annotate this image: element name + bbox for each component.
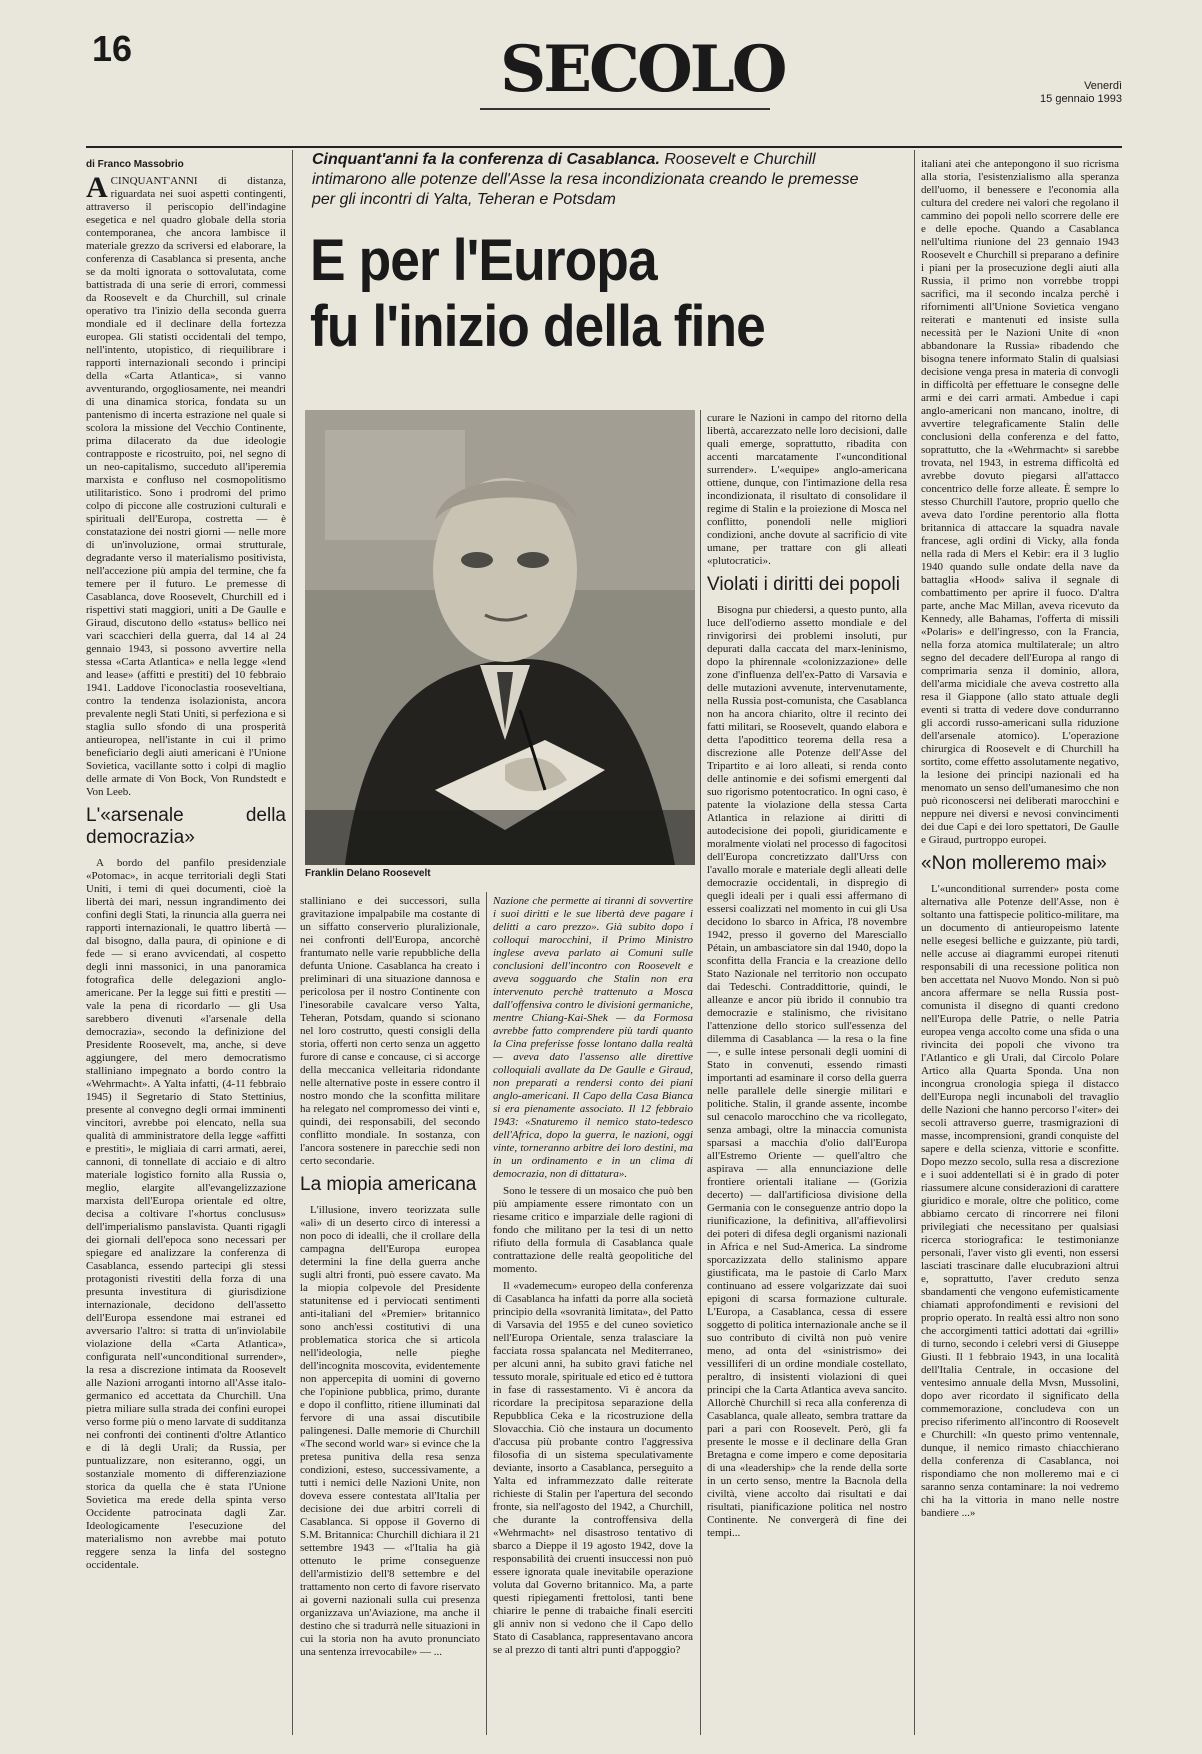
column-5	[921, 158, 1119, 1735]
dropcap: A	[86, 171, 108, 204]
col4-paragraph-1: curare le Nazioni in campo del ritorno della libertà, accarezzato nelle loro decisioni, dalle quali emerge, soprattutto, ribadita con accenti marcatamente l'«unconditional surrender». L'«equipe» anglo-americana ottiene, dunque, con l'intimazione della resa incondizionata, il risultato di consolidare il regime di Stalin e la proiezione di Mosca nel conflitto, ponendoli nelle migliori condizioni, anche dovute al sacrificio di vite umane, per trattare con gli alleati «plutocratici».	[707, 412, 907, 567]
subhead-arsenale: L'«arsenale della democrazia»	[86, 805, 286, 848]
kicker-bold: Cinquant'anni fa la conferenza di Casablanca.	[312, 151, 660, 168]
col3-paragraph-2: Sono le tessere di un mosaico che può ben più ampiamente essere rimontato con un riesame critico e imparziale delle ragioni di fondo che militano per la tesi di un netto rifiuto della formula di Casablanca quale contrattazione delle realtà geopolitiche del momento.	[493, 1185, 693, 1275]
col2-paragraph-1: stalliniano e dei successori, sulla gravitazione impalpabile ma costante di un siffatto conserverio pluralizionale, nei confronti dell'Europa, ancorchè frantumato nelle varie repubbliche della defunta Unione. Casablanca ha creato i preliminari di una situazione dannosa e pericolosa per il nostro Continente con l'inesorabile cavalcare verso Yalta, Teheran, Potsdam, quando si scionano nel loro costrutto, questi consigli della storia, offerti non certo senza un aggetto furore di canse e concause, ci si accorge della meccanica velleitaria ridondante nelle alternative poste in essere contro il nostro mondo che la sconfitta militare ha relegato nel compromesso dei vinti e, quindi, dei responsabili, del secondo conflitto mondiale. In sostanza, con l'ancora sostenere in parecchie sedi non certo secondarie.	[300, 895, 480, 1167]
column-2	[300, 895, 480, 1735]
article-headline	[310, 228, 825, 360]
portrait-photo	[305, 410, 695, 865]
subhead-miopia: La miopia americana	[300, 1174, 477, 1195]
kicker-text: Roosevelt e Churchill intimarono alle potenze dell'Asse la resa incondizionata creando le premesse per gli incontri di Yalta, Teheran e Potsdam	[312, 151, 859, 208]
top-rule	[86, 146, 1122, 148]
col5-paragraph-2: L'«unconditional surrender» posta come alternativa alle Potenze dell'Asse, non è soltanto una fattispecie politico-militare, ma un documento di antieuropeismo latente nelle esegesi belliche e guizzante, più tardi, nelle accuse ai diagrammi europei ritenuti responsabili di una recessione politica non ben accettata nel Nuovo Mondo. Non si può ancora affermare se nella Russia post-comunista il disegno di quanti credono nell'Europa delle Patrie, o nelle Patria europea venga accolto come una sfida o una rivincita dei popoli che vivono tra l'Atlantico e gli Urali, dal Circolo Polare Artico alla Quarta Sponda. Una non incongrua cronologia spiega il distacco dell'Europa negli incunaboli del travaglio delle Nazioni che hanno percorso l'«iter» dei secoli attraverso guerre, trasmigrazioni di masse, incomprensioni, grandi conquiste del sapere e della scienza, vittorie e sconfitte. Dopo mezzo secolo, sulla resa a discrezione e i suoi addentellati si è in grado di poter riassumere alcune considerazioni di carattere giuridico e morale, oltre che politico, come abbiamo cercato di rincorrere nei filoni privilegiati che necessitano per qualsiasi ricerca storiografica: le testimonianze personali, l'aver visto gli eventi, non essersi lasciati trascinare dalle elucubrazioni altrui e, soprattutto, l'aver creduto senza sbandamenti che vengono eufemisticamente chiamati approfondimenti e revisioni del proprio operato. In realtà essi altro non sono che accorgimenti tattici adottati dai «grilli» di turno, secondo i celebri versi di Giuseppe Giusti. Il 1 febbraio 1943, in una località dell'Italia Centrale, in occasione del ventesimo annuale della Mvsn, Mussolini, dopo aver ricordato il significato della commemorazione, concludeva con un preciso riferimento all'incontro di Roosevelt e Churchill: «In questo primo ventennale, dunque, il nemico rimasto chiacchierano della conferenza di Casablanca, noi rispondiamo che non molleremo mai e ci saranno senza contaminare: la noi vedremo chi ha la vittoria in mano nelle nostre bandiere ...»	[921, 883, 1119, 1519]
dateline-day: Venerdì	[1084, 80, 1122, 92]
headline-line-2: fu l'inizio della fine	[310, 294, 765, 359]
col1-paragraph-2: A bordo del panfilo presidenziale «Potomac», in acque territoriali degli Stati Uniti, i temi di quei documenti, cioè la libertà dei mari, nessun ingrandimento dei confini degli Stati, la rinuncia alla guerra nei rapporti internazionali, le quattro libertà — dal bisogno, dalla paura, di opinione e di fede — si erano avvicendati, al cospetto degli inni massonici, in una panoramica fotografica delle delegazioni anglo-americane. Per la legge sui fitti e prestiti — vale la pena di ricordarlo — gli Usa sarebbero divenuti «l'arsenale della democrazia», secondo la definizione del Presidente Roosevelt, ma, anche, si deve aggiungere, del mero democratismo stalliniano impegnato a bordo contro la «Wehrmacht». A Yalta infatti, (4-11 febbraio 1945) il Segretario di Stato Stettinius, presente al convegno degli ormai imminenti vincitori, avrebbe poi elencato, nella sua qualità di amministratore della legge «affitti e prestiti», le migliaia di carri armati, aerei, cannoni, di tonnellate di acciaio e di altro materiale logistico fornito alla Russia o, meglio, elargite all'evangelizzazione marxista dell'Europa orientale ed oltre, decisa a coltivare l'«hortus conclusus» dell'imperialismo panslavista. Quanti rigagli dei giornali dell'epoca sono necessari per spiegare ed analizzare la conferenza di Casablanca, essendo partecipi gli stessi protagonisti rivestiti della forza di una presunta investitura di giurisdizione internazionale, decidono dell'assetto dell'Europa essendone mai estranei ed avversario l'altro: si tratta di un'inviolabile violazione della «Carta Atlantica», configurata nell'«unconditional surrender», la resa a discrezione intimata da Roosevelt alle Nazioni arroganti intorno all'Asse italo-germanico ed accettata da Churchill. Una pietra miliare sulla strada dei confini europei verso forme più o meno larvate di sudditanza nei confronti dei continenti d'oltre Atlantico e di là degli Urali; da Russia, per puntualizzare, non esiteranno, oggi, un sostanziale momento di differenziazione storica da quella che è stata l'Unione Sovietica ma erede della spinta verso Occidente patrocinata dagli Zar. Ideologicamente l'esecuzione del materialismo non avrebbe mai potuto reggere senza la linfa del sostegno occidentale.	[86, 857, 286, 1571]
byline: di Franco Massobrio	[86, 159, 184, 170]
article-kicker	[312, 150, 872, 210]
col5-paragraph-1: italiani atei che antepongono il suo ricrisma alla storia, l'esistenzialismo alla speranza dell'uomo, il benessere e l'economia alla cultura del credere nei valori che regolano il cammino dei popoli nello scorrere delle ere e delle epoche. Quando a Casablanca nell'ultima riunione del 23 gennaio 1943 Roosevelt e Churchill si preparano a definire i piani per la prosecuzione degli aiuti alla Russia, il primo non vorrebbe troppi sacrifici, ma il secondo incalza perchè i rifornimenti all'Unione Sovietica vengano reiterati e mantenuti ed insiste sulla necessità per le Nazioni Unite di «non abbandonare la Russia» ribadendo che bisogna tenere informato Stalin di qualsiasi decisione venga presa in materia di convogli in difficoltà per effettuare le consegne delle armi e dei carri armati. Ambedue i capi anglo-americani non mancano, inoltre, di avvertire telegraficamente Stalin delle conclusioni della conferenza e del fatto, soprattutto, che la «Wehrmacht» si sarebbe trovata, nel 1943, in estrema difficoltà ed avrebbe dovuto piegarsi all'attacco concentrico delle forze alleate. È sempre lo stesso Churchill l'autore, proprio quello che aveva dato l'ordine perentorio alla flotta britannica di attaccare la squadra navale francese, agli ordini di Vicky, alla fonda nella rada di Mers el Kebir: era il 3 luglio 1940 quando sulle ondate della nave da battaglia «Hood» saliva il segnale di combattimento per aprire il fuoco. D'altra parte, anche Mac Millan, aveva ricevuto da Kennedy, alle Bahamas, l'offerta di missili «Polaris» e dell'ingresso, con la Francia, nella forza atomica multilaterale; un altro segno del decadere dell'Europa al rango di comprimaria senza il dominio, allora, dell'arma micidiale che aveva costretto alla resa il Giappone (allo stato attuale degli eventi si tratta di vedere dove condurranno gli accordi russo-americani sulla riduzione dell'arsenale atomico). L'operazione chirurgica di Roosevelt e di Churchill ha sortito, come effetto assolutamente negativo, la lesione dei principi nazionali ed ha menomato un senso dell'umanesimo che non può riconoscersi nei deliberati marocchini e neppure nei diversi e nevosi convincimenti dei due Capi e dei loro spettatori, De Gaulle e Giraud, purtroppo europei.	[921, 158, 1119, 846]
col1-p1-text: CINQUANT'ANNI di distanza, riguardata nei suoi aspetti contingenti, attraverso il periscopio dell'indagine esegetica e nel quadro globale della storia contemporanea, che ancora lambisce il materiale grezzo da scriversi ed elaborare, la conferenza di Casablanca si presenta, anche se da molti ignorata o sottovalutata, come battistrada di una serie di errori, commessi da Roosevelt e da Churchill, sul crinale operativo tra l'inizio della seconda guerra mondiale ed il declinare della fortezza europea. Gli statisti occidentali del tempo, nell'intento, utopistico, di riequilibrare i rapporti internazionali secondo i principi della «Carta Atlantica», si vanno avventurando, orgogliosamente, nei meandri di una dinamica storica, fondata su un pantenismo di incerta estrazione nel quale si scolora la missione del Vecchio Continente, prima dilacerato da due ideologie contrapposte e ricostruito, poi, nel segno di un neo-capitalismo, succeduto all'iperemia marxista e confluso nel cosmopolitismo utilitaristico. Sono i prodromi del primo colpo di piccone alle costruzioni culturali e spirituali dell'Europa, costretta — è constatazione dei nostri giorni — nelle more di un'involuzione, ormai strutturale, degradante verso il materialismo positivista, nell'accezione più ampia del termine, che fa temere per il futuro. Le premesse di Casablanca, dove Roosevelt, Churchill ed i rispettivi stati maggiori, uniti a De Gaulle e Giraud, discutono dello «status» bellico nei vari scacchieri della guerra, dal 14 al 24 gennaio 1943, si possono avvertire nella stessa «Carta Atlantica» e nella legge «lend and lease» (affitti e prestiti) del 10 febbraio 1941. Laddove l'iconoclastia rooseveltiana, contro la tendenza isolazionista, ancora prevalente negli Stati Uniti, si perfeziona e si staglia sullo sfondo di una prosperità antieuropea, nell'istante in cui il primo beneficiario degli aiuti americani è l'Unione Sovietica, vacillante sotto i colpi di maglio delle armate di Von Bock, Von Rundstedt e Von Leeb.	[86, 175, 286, 798]
column-1	[86, 158, 286, 1733]
masthead-rule	[480, 108, 770, 110]
page-number: 16	[92, 28, 133, 69]
photo-caption: Franklin Delano Roosevelt	[305, 868, 431, 879]
col4-paragraph-2: Bisogna pur chiedersi, a questo punto, alla luce dell'odierno assetto mondiale e del rinvigorirsi dei problemi insoluti, pur depurati dalla caccata del marx-leninismo, dopo la phirennale «colonizzazione» delle zone d'influenza dell'ex-Patto di Varsavia e delle mutazioni avvenute, intervenutamente, nella Russia post-comunista, che Casablanca non ha ancora chiarito, oltre il recinto dei fatti militari, se Roosevelt, quando elabora e detta l'apodittico teorema della resa a discrezione alle Potenze dell'Asse del Tripartito e ai loro alleati, si renda conto delle antinomie e dei sofismi emergenti dal suo rigorismo potentocratico. In ogni caso, è patente la violazione della stessa Carta Atlantica in relazione ai diritti di autodecisione dei popoli, giuridicamente e moralmente violati nel processo di fagocitosi dell'Europa concretizzato dall'Urss con l'avallo morale e materiale degli alleati delle democrazie occidentali, in dispregio di quegli ideali per i quali essi affermano di essersi coalizzati nel momento in cui gli Usa decidono lo sbarco in Africa, l'8 novembre 1942, presso il governo del Maresciallo Pétain, un ambasciatore sin dal 1940, dopo la sconfitta della Francia e la creazione dello Stato Nazionale nel territorio non occupato dai Tedeschi. Contraddittorie, quindi, le alleanze e ancor più ibrido il connubio tra democrazie e stalinismo, che rivisitano l'attenzione dello storico sull'essenza del dilemma di Casablanca — la resa o la fine —, e sulle intese personali degli uomini di Stato in convenuti, essendo rimasti importanti ad esaminare il corso della guerra nelle parallele delle sinergie militari e politiche. Stalin, il grande assente, incombe sul cenacolo marocchino che va ricollegato, senza ambagi, oltre la minaccia comunista sparsasi a macchia d'olio dall'Europa all'Estremo Oriente — quell'altro che aspirava — alla ennunciazione delle frontiere orientali italiane — (Gorizia decerto) — dall'artificiosa divisione della Germania con le conseguenze antrio dopo la riunificazione, la definitiva, all'affievolirsi dei poteri di difesa degli organismi nazionali in Africa e nel Sud-America. La sindrome sporcazizzata dello stalinismo appare giustificata, ma le pastoie di Carlo Marx continuano ad essere volgarizzate dai suoi epigoni di scarsa formazione culturale. L'Europa, a Casablanca, cessa di essere soggetto di politica internazionale anche se il suo contributo di civiltà non può venire meno, ad onta del «sinistrismo» dei vessilliferi di un ordine mondiale costellato, peraltro, di insistenti violazioni di quei principi che la Carta Atlantica aveva sancito. Allorchè Churchill si reca alla conferenza di Casablanca, quale alleato, sembra trattare da pari a pari con Roosevelt. Però, gli fa presente le mosse e il declinare della Gran Bretagna e come impero e come depositaria di una «leadership» che la rende della sorte in un certo senso, mentre la Bacnola della civiltà, viene accolto dai risultati e dai risultati, pianificazione politica nel nostro Continente. Ne convergerà di fine dei tempi...	[707, 604, 907, 1539]
column-rule-1	[292, 150, 293, 1735]
dateline-date: 15 gennaio 1993	[1040, 93, 1122, 105]
dateline	[1040, 80, 1122, 106]
col3-paragraph-3: Il «vademecum» europeo della conferenza di Casablanca ha infatti da porre alla società principio della «sovranità limitata», del Patto di Varsavia del 1955 e del cuneo sovietico nell'Europa Orientale, senza tralasciare la facciata rossa spalancata nel Mediterraneo, per alcuni anni, ha subito gravi fatiche nel tessuto morale, spirituale ed etico ed è tuttora in fase di rassestamento. Vi è ancora da ricordare la precipitosa separazione della Repubblica Ceka e la ricostruzione della Slovacchia. Ciò che instaura un documento d'accusa più probante contro l'aggressiva filosofia di un sistema speculativamente deviante, insorto a Casablanca, perseguito a Yalta ed inframmezzato dalle reiterate richieste di Stalin per l'apertura del secondo fronte, sia nell'agosto del 1942, a Churchill, che durante la controffensiva della «Wehrmacht» nel disastroso tentativo di sbarco a Dieppe il 19 agosto 1942, dove la responsabilità dei cruenti insuccessi non può essere ignorata quale inevitabile operazione voluta dal Governo britannico. Ma, a parte questi ripiegamenti frettolosi, tanti bene chiarire le penne di trabaiche finali eserciti gli anniv non si vedono che il Capo dello Stato di Casablanca, rappresentavano ancora se al prezzo di tanti altri punti d'appoggio?	[493, 1280, 693, 1656]
column-4	[707, 412, 907, 1735]
masthead-logo: SECOLO	[500, 32, 785, 107]
col1-paragraph-1	[86, 171, 286, 799]
column-rule-2	[486, 892, 487, 1735]
subhead-non-molleremo: «Non molleremo mai»	[921, 853, 1107, 874]
headline-line-1: E per l'Europa	[310, 228, 657, 293]
col2-paragraph-2: L'illusione, invero teorizzata sulle «ali» di un deserto circo di interessi a non poco di idealli, che il crollare della campagna dell'Europa europea determini la fine della guerra anche sugli altri fronti, può essere cavato. Ma la miopia colpevole del Presidente statunitense ed i perviocati sentimenti anti-italiani del «Premier» britannico sono anch'essi costitutivi di una problematica storica che si articola nell'ideologia, nelle pieghe dell'incognita moscovita, evidentemente non appercepita di uomini di governo che l'opinione pubblica, primo, durante e dopo il conflitto, ritiene illuminati dal fervore di una assai discutibile palingenesi. Dalle memorie di Churchill «The second world war» si evince che la pretesa punitiva della resa senza condizioni, esteso, successivamente, a tutti i nemici delle Nazioni Unite, non doveva essere contestata all'Italia per decisione dei due arbitri correli di Casablanca. Si oppose il Governo di S.M. Britannica: Churchill dichiara il 21 settembre 1943 — «l'Italia ha già ottenuto le prime conseguenze dell'armistizio dell'8 settembre e del trattamento non certo di favore riservato ai governi nazionali sulla cui presenza organizzava un'Aviazione, ma anche il destino che si tradurrà nelle situazioni in cui la storia non ha avuto pronunciato una sentenza irrevocabile» — ...	[300, 1204, 480, 1658]
column-rule-3	[700, 410, 701, 1735]
column-rule-4	[914, 150, 915, 1735]
portrait-photo-icon	[305, 410, 695, 865]
column-3	[493, 895, 693, 1735]
subhead-violati: Violati i diritti dei popoli	[707, 574, 900, 595]
col3-paragraph-1: Nazione che permette ai tiranni di sovvertire i suoi diritti e le sue libertà deve pagare i delitti a caro prezzo». Già subito dopo i colloqui marocchini, il Primo Ministro inglese aveva parlato ai Comuni sulle conclusioni dell'incontro con Roosevelt e aveva sogguardo che Stalin non era intervenuto perchè trattenuto a Mosca dall'offensiva contro le divisioni germaniche, mentre Chiang-Kai-Shek — da Formosa avrebbe fatto comprendere più tardi quanto la Cina preferisse fosse lontano dalla realtà — aveva dato l'assenso alle direttive colloquiali avallate da De Gaulle e Giraud, non preparati a rendersi conto dei piani anglo-americani. Il Capo della Casa Bianca si era pienamente associato. Il 12 febbraio 1943: «Snaturemo il nemico stato-tedesco dell'Africa, dopo la guerra, le nazioni, oggi vinte, torneranno arbitre dei loro destini, ma in un ordinamento e in un clima di democrazia, non di dittatura».	[493, 895, 693, 1180]
